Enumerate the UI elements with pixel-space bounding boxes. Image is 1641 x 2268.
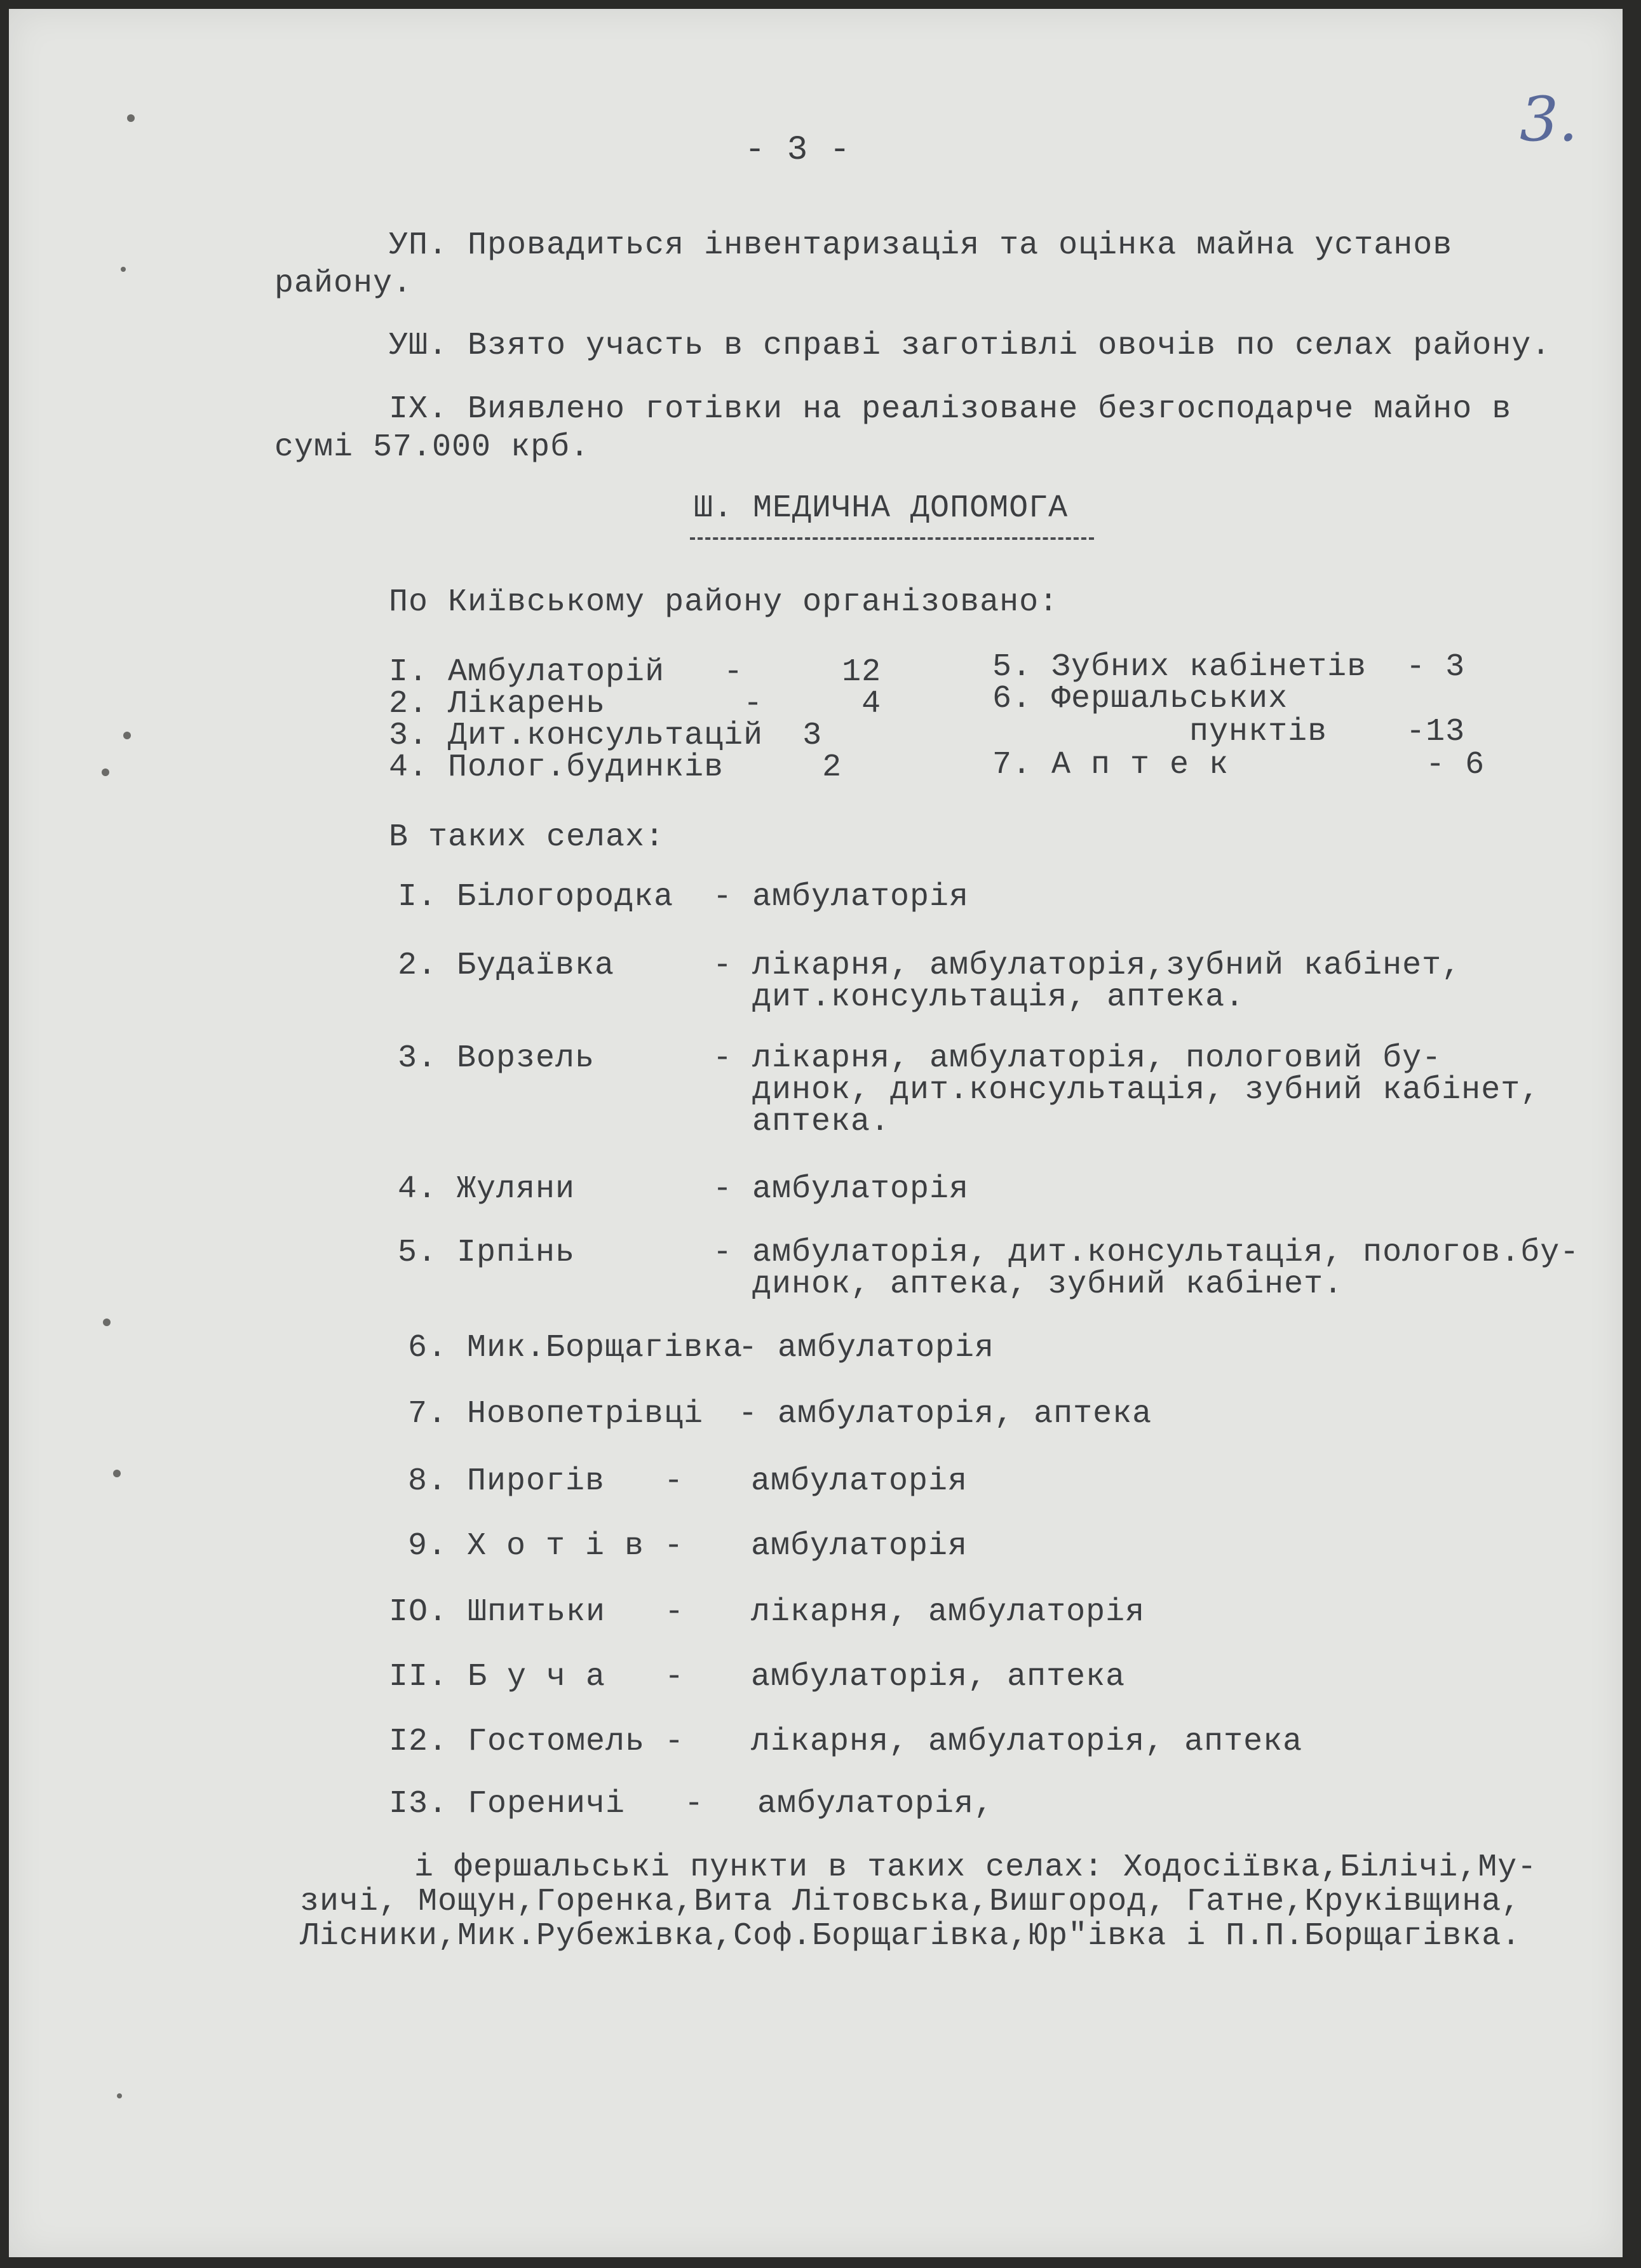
village-3-line3: аптека.	[713, 1104, 891, 1140]
village-2-line1: - лікарня, амбулаторія,зубний кабінет,	[713, 948, 1462, 984]
intro-item-7-line2: району.	[274, 265, 413, 302]
binding-hole	[127, 114, 135, 122]
intro-item-8-line1: УШ. Взято участь в справі заготівлі овочів по селах району.	[389, 328, 1551, 364]
village-1-line1: - амбулаторія	[713, 879, 969, 915]
archive-page-number: 3.	[1520, 84, 1578, 155]
village-6-name: 6. Мик.Борщагівка	[408, 1330, 743, 1366]
facility-left-2: 2. Лікарень - 4	[389, 686, 882, 722]
binding-hole	[113, 1470, 121, 1477]
village-5-line2: динок, аптека, зубний кабінет.	[713, 1266, 1344, 1303]
village-8-name: 8. Пирогів -	[408, 1463, 684, 1500]
village-3-name: 3. Ворзель	[398, 1040, 595, 1077]
facility-left-4: 4. Полог.будинків 2	[389, 749, 842, 786]
villages-heading: В таких селах:	[389, 819, 665, 856]
facility-right-6-cont: пунктів -13	[992, 714, 1466, 750]
facility-right-6: 6. Фершальських	[992, 681, 1288, 717]
facility-right-5: 5. Зубних кабінетів - 3	[992, 649, 1466, 685]
binding-hole	[103, 1319, 111, 1326]
closing-line-2: зичі, Мощун,Горенка,Вита Літовська,Вишгород, Гатне,Круківщина,	[300, 1884, 1522, 1920]
village-12-name: I2. Гостомель -	[389, 1724, 685, 1760]
binding-hole	[102, 768, 109, 776]
facility-left-3: 3. Дит.консультацій 3	[389, 718, 823, 754]
facility-right-7: 7. А п т е к - 6	[992, 747, 1485, 783]
village-4-name: 4. Жуляни	[398, 1171, 576, 1207]
page-number: - 3 -	[745, 131, 851, 170]
intro-item-7-line1: УП. Провадиться інвентаризація та оцінка майна установ	[389, 227, 1453, 264]
village-3-line1: - лікарня, амбулаторія, пологовий бу-	[713, 1040, 1442, 1077]
village-4-line1: - амбулаторія	[713, 1171, 969, 1207]
section-title: Ш. МЕДИЧНА ДОПОМОГА	[694, 490, 1069, 527]
village-9-name: 9. Х о т і в -	[408, 1528, 684, 1564]
binding-hole	[121, 267, 126, 272]
village-13-line1: амбулаторія,	[757, 1786, 994, 1822]
village-10-line1: лікарня, амбулаторія	[751, 1594, 1145, 1630]
village-5-name: 5. Ірпінь	[398, 1235, 576, 1271]
village-3-line2: динок, дит.консультація, зубний кабінет,	[713, 1072, 1541, 1108]
binding-hole	[117, 2093, 122, 2098]
village-5-line1: - амбулаторія, дит.консультація, пологов.бу-	[713, 1235, 1580, 1271]
closing-line-1: і фершальські пункти в таких селах: Ходосіївка,Білічі,Му-	[414, 1849, 1537, 1886]
document-page	[9, 9, 1623, 2257]
village-8-line1: амбулаторія	[751, 1463, 968, 1500]
section-title-underline	[690, 537, 1094, 540]
village-2-name: 2. Будаївка	[398, 948, 615, 984]
intro-item-9-line2: сумі 57.000 крб.	[274, 429, 590, 466]
village-6-line1: - амбулаторія	[738, 1330, 995, 1366]
village-7-line1: - амбулаторія, аптека	[738, 1396, 1152, 1432]
village-11-line1: амбулаторія, аптека	[751, 1659, 1126, 1695]
village-7-name: 7. Новопетрівці	[408, 1396, 704, 1432]
village-11-name: II. Б у ч а -	[389, 1659, 685, 1695]
closing-line-3: Лісники,Мик.Рубежівка,Соф.Борщагівка,Юр"івка і П.П.Борщагівка.	[300, 1918, 1522, 1954]
lead-in: По Київському району організовано:	[389, 584, 1059, 621]
village-13-name: I3. Гореничі -	[389, 1786, 705, 1822]
binding-hole	[123, 732, 131, 739]
village-10-name: IO. Шпитьки -	[389, 1594, 685, 1630]
intro-item-9-line1: IX. Виявлено готівки на реалізоване безгосподарче майно в	[389, 391, 1512, 427]
facility-left-1: I. Амбулаторій - 12	[389, 654, 882, 690]
village-2-line2: дит.консультація, аптека.	[713, 979, 1245, 1016]
village-12-line1: лікарня, амбулаторія, аптека	[751, 1724, 1303, 1760]
village-1-name: I. Білогородка	[398, 879, 674, 915]
village-9-line1: амбулаторія	[751, 1528, 968, 1564]
